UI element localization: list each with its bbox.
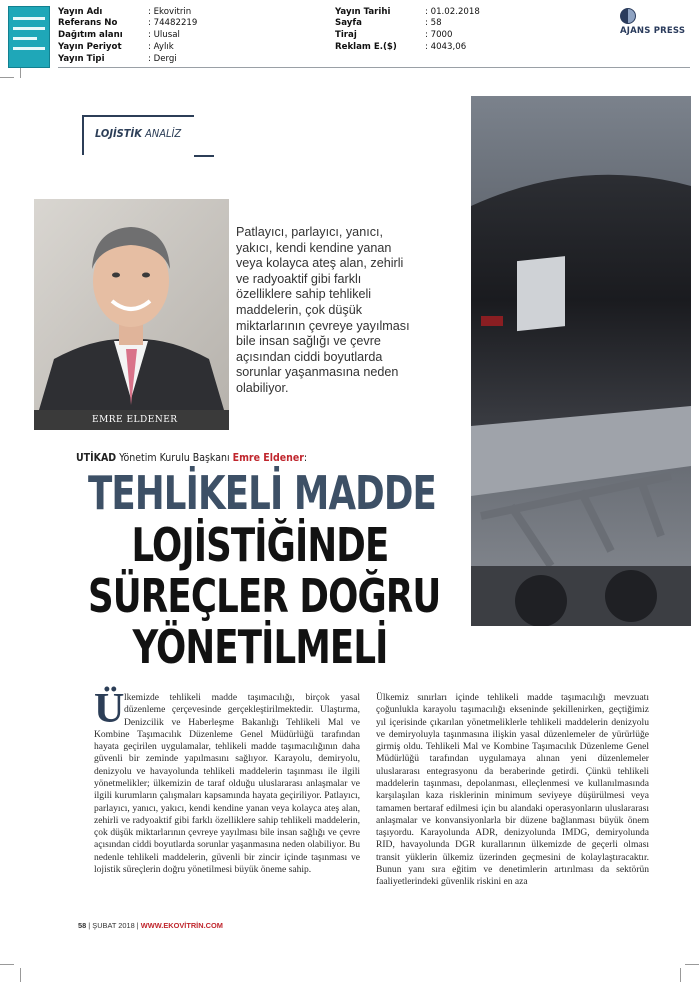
headline-line-3: SÜREÇLER DOĞRU [88, 569, 441, 623]
section-label-bold: LOJİSTİK [95, 127, 142, 140]
meta-label: Sayfa [335, 18, 362, 28]
kicker-colon: : [303, 452, 308, 464]
meta-value: : 74482219 [148, 18, 198, 28]
meta-value: : 01.02.2018 [425, 7, 480, 17]
body-column-1-text: lkemizde tehlikeli madde taşımacılığı, birçok yasal düzenleme çerçevesinde gerçekleştirilmektedir. Ulaştırma, Denizcilik ve Haberleşme Bakanlığı Tehlikeli Mal ve Kombine Taşımacılık Düzenleme Genel Müdürlüğü tarafından hayata geçirilen uygulamalar, tehlikeli madde taşımacılığının daha güvenli bir zeminde yapılmasını sağlıyor. Karayolu, demiryolu, denizyolu ve havayolunda tehlikeli maddelerin taşınması ile ilgili yönetmelikler; ülkemizin de taraf olduğu uluslararası anlaşmalar ve ilgili kurumların çalışmaları kapsamında hayata geçiriliyor. Patlayıcı, parlayıcı, yanıcı, yakıcı, kendi kendine yanan veya kolayca ateş alan, zehirli ve radyoaktif gibi farklı özelliklere sahip tehlikeli maddelerin, çok düşük miktarlarının çevreye yayılması bile insan sağlığı ve çevre açısından ciddi boyutlarda sorunlar yaşanmasına neden olabiliyor. Bu nedenle tehlikeli maddelerin, güvenli bir zincir içinde taşınması ve lojistik süreçlerin doğru yönetilmesi büyük öneme sahip. [94, 692, 360, 875]
meta-value: : Dergi [148, 54, 177, 64]
crop-mark [20, 968, 21, 982]
drop-cap: Ü [94, 686, 125, 732]
crop-mark [680, 968, 681, 982]
meta-label: Yayın Adı [58, 7, 103, 17]
headline-line-1: TEHLİKELİ MADDE [88, 466, 436, 520]
crop-mark [0, 964, 14, 965]
meta-label: Referans No [58, 18, 118, 28]
meta-value: : 7000 [425, 30, 453, 40]
kicker-org: UTİKAD [76, 452, 117, 464]
publication-thumbnail [8, 6, 50, 68]
kicker [76, 452, 307, 464]
kicker-name: Emre Eldener [232, 452, 304, 464]
meta-value: : Ulusal [148, 30, 180, 40]
meta-value: : Ekovitrin [148, 7, 192, 17]
crop-mark [685, 964, 699, 965]
meta-label: Tiraj [335, 30, 357, 40]
header-divider [58, 67, 690, 68]
tanker-truck-photo [471, 96, 691, 626]
headline-line-2: LOJİSTİĞİNDE [131, 518, 389, 572]
crop-mark [0, 77, 14, 78]
body-column-1 [94, 692, 360, 876]
meta-label: Yayın Tarihi [335, 7, 391, 17]
lead-paragraph: Patlayıcı, parlayıcı, yanıcı, yakıcı, kendi kendine yanan veya kolayca ateş alan, zehirli ve radyoaktif gibi farklı özelliklere sahip tehlikeli maddelerin, çok düşük miktarlarının çevreye yayılması bile insan sağlığı ve çevre açısından ciddi boyutlarda sorunlar yaşanmasına neden olabiliyor. [236, 225, 410, 395]
headline-line-4: YÖNETİLMELİ [132, 620, 388, 674]
meta-label: Yayın Periyot [58, 42, 122, 52]
meta-value: : 4043,06 [425, 42, 467, 52]
drop-cap-spacer [94, 692, 124, 728]
footer-website-link[interactable]: WWW.EKOVİTRİN.COM [140, 921, 223, 930]
footer-issue: ŞUBAT 2018 [92, 921, 135, 930]
section-label-light: ANALİZ [141, 127, 182, 140]
footer-separator: | [134, 921, 141, 930]
portrait-photo [34, 199, 229, 410]
footer-page-number: 58 [78, 921, 87, 930]
footer-separator: | [86, 921, 93, 930]
ajans-press-logo-icon [620, 8, 636, 24]
kicker-role: Yönetim Kurulu Başkanı [116, 452, 233, 464]
ajans-press-logo-text: AJANS PRESS [620, 26, 686, 36]
body-column-2: Ülkemiz sınırları içinde tehlikeli madde taşımacılığı mevzuatı çoğunlukla karayolu taşımacılığı ekseninde şekillenirken, geçtiğimiz yıl içerisinde çıkarılan yönetmeliklerle tehlikeli maddelerin denizyolu ve demiryoluyla taşınmasına ilişkin yasal düzenlemeler de yürürlüğe girmiş oldu. Tehlikeli Mal ve Kombine Taşımacılık Düzenleme Genel Müdürlüğü tarafından uygulamaya alınan yeni düzenlemeler uluslararası entegrasyonu da beraberinde getirdi. Çünkü tehlikeli maddelerin taşınması, depolanması, elleçlenmesi ve kullanılmasında karşılaşılan kaza risklerinin minimum seviyeye düşürülmesi veya tamamen bertaraf edilmesi için bu alandaki operasyonların uluslararası anlaşmalar ve konvansiyonlarla bir düzene bağlanması büyük önem taşıyordu. Karayolunda ADR, denizyolunda IMDG, demiryolunda RID, havayolunda DGR kurallarının ülkemizde de geçerli olması transit yüklerin ülkemiz üzerinden geçmesini de kolaylaştıracaktır. Bunun yanı sıra eğitim ve denetimlerin artırılması da sektörün faaliyetlerindeki güvenlik riskini en aza [376, 692, 649, 888]
meta-value: : 58 [425, 18, 442, 28]
page-footer [78, 921, 223, 930]
photo-caption: EMRE ELDENER [34, 410, 229, 430]
section-label [95, 127, 181, 140]
meta-label: Reklam E.($) [335, 42, 397, 52]
meta-value: : Aylık [148, 42, 174, 52]
meta-label: Dağıtım alanı [58, 30, 123, 40]
meta-label: Yayın Tipi [58, 54, 105, 64]
